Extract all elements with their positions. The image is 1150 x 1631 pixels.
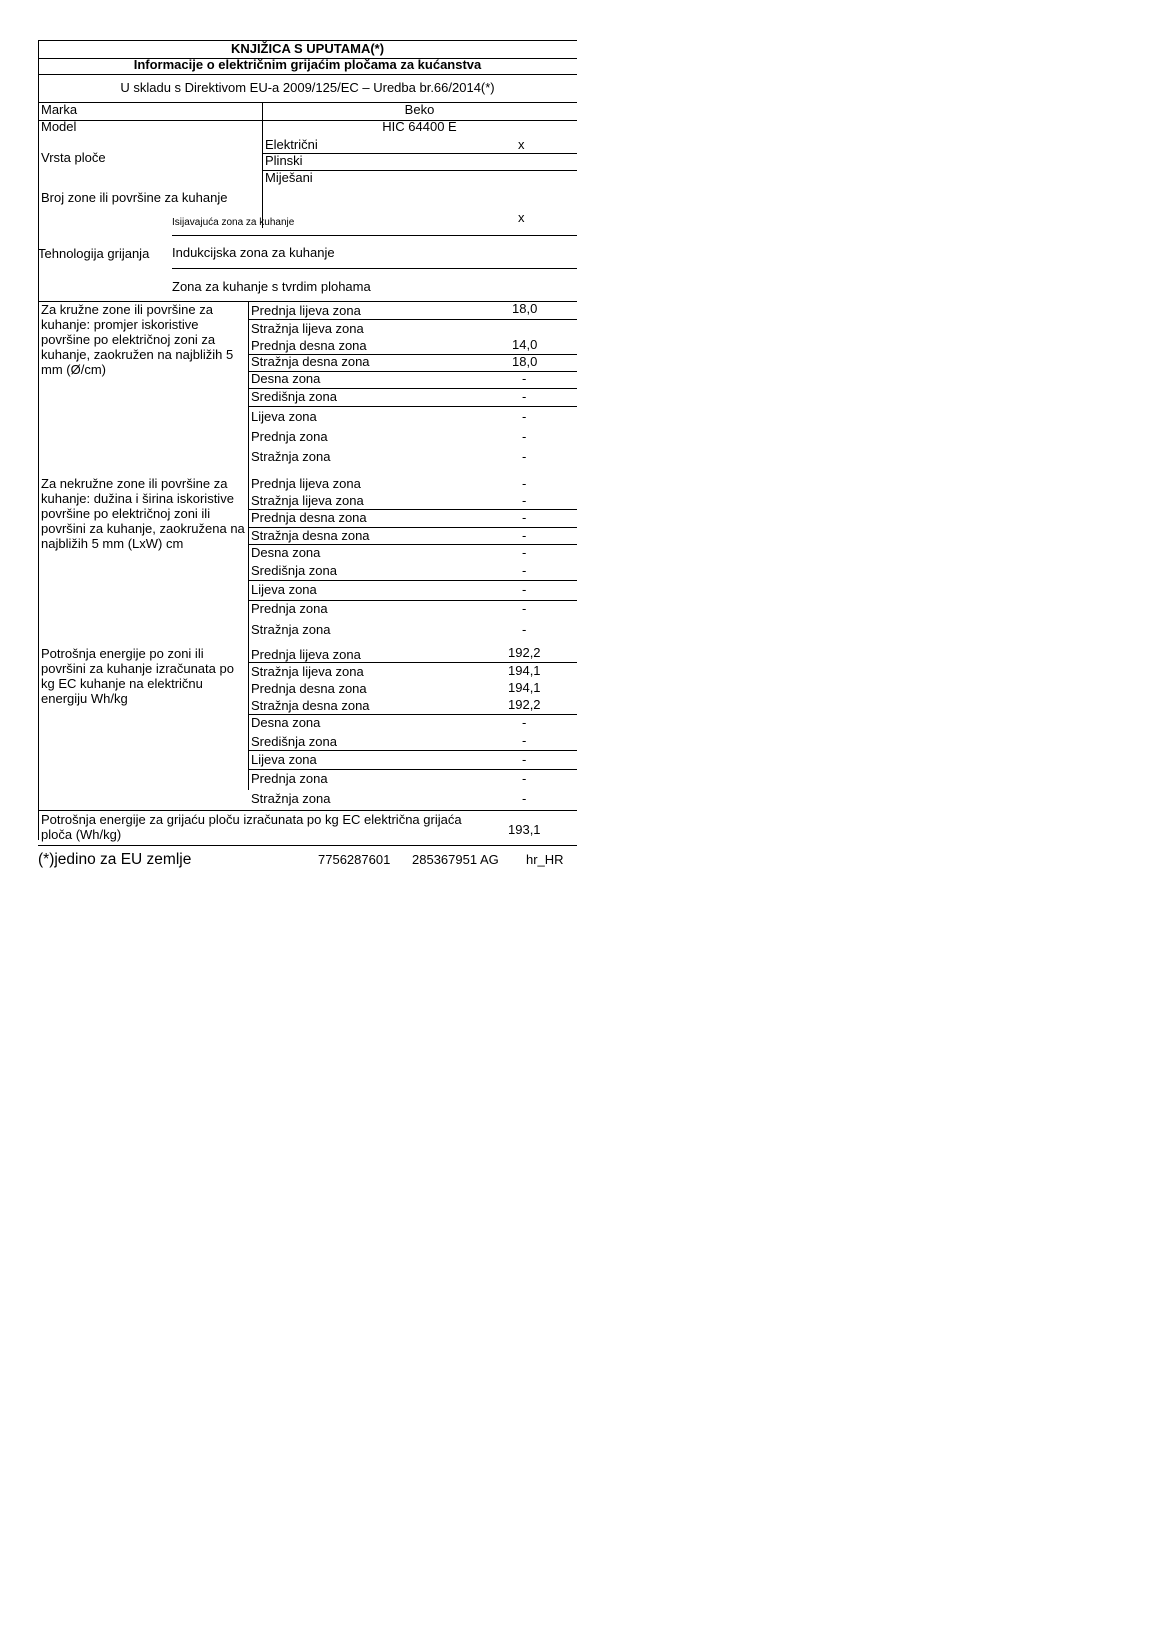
hob-type-electric: Električni [265,137,318,152]
total-energy-value: 193,1 [508,822,541,837]
zone-value: - [522,510,527,525]
zone-label: Prednja lijeva zona [251,303,361,318]
footer-note: (*)jedino za EU zemlje [38,851,192,868]
zone-label: Stražnja zona [251,622,331,637]
zone-value: - [522,476,527,491]
zone-label: Prednja zona [251,601,328,616]
total-energy-label: Potrošnja energije za grijaću ploču izračunata po kg EC električna grijaća ploča (Wh/kg) [41,812,462,842]
zone-value: - [522,528,527,543]
zone-value: - [522,771,527,786]
brand-value: Beko [404,102,435,117]
zone-label: Stražnja desna zona [251,354,370,369]
zone-value: 192,2 [508,645,541,660]
zone-label: Prednja zona [251,771,328,786]
zone-label: Središnja zona [251,389,337,404]
zone-label: Stražnja zona [251,791,331,806]
zone-label: Desna zona [251,371,321,386]
zone-value: - [522,715,527,730]
zone-label: Prednja lijeva zona [251,647,361,662]
heating-radiant-mark: x [518,210,525,225]
zone-label: Desna zona [251,545,321,560]
footer-code-2: 285367951 AG [412,852,499,867]
zone-value: - [522,449,527,464]
zone-value: - [522,563,527,578]
zone-value: 194,1 [508,680,541,695]
hob-type-mixed: Miješani [265,170,313,185]
zone-label: Prednja desna zona [251,338,367,353]
zone-label: Lijeva zona [251,409,317,424]
zone-label: Prednja zona [251,429,328,444]
zone-label: Lijeva zona [251,752,317,767]
zone-label: Lijeva zona [251,582,317,597]
zone-value: - [522,622,527,637]
zone-value: - [522,582,527,597]
zone-label: Stražnja desna zona [251,698,370,713]
heating-tech-label: Tehnologija grijanja [38,246,150,261]
doc-title: KNJIŽICA S UPUTAMA(*) [230,41,385,56]
zone-label: Stražnja desna zona [251,528,370,543]
zone-label: Prednja desna zona [251,510,367,525]
doc-subtitle: Informacije o električnim grijaćim pločama za kućanstva [133,57,482,72]
zone-value: - [522,409,527,424]
hob-type-gas: Plinski [265,153,303,168]
zone-label: Desna zona [251,715,321,730]
heating-solid-plate: Zona za kuhanje s tvrdim plohama [172,279,371,294]
zone-value: - [522,601,527,616]
model-value: HIC 64400 E [382,119,457,134]
model-label: Model [41,119,77,134]
zone-label: Prednja desna zona [251,681,367,696]
zone-value: 194,1 [508,663,541,678]
zone-label: Stražnja lijeva zona [251,493,364,508]
zone-label: Središnja zona [251,734,337,749]
directive-text: U skladu s Direktivom EU-a 2009/125/EC – Uredba br.66/2014(*) [120,80,495,95]
footer-locale: hr_HR [526,852,564,867]
zone-value: - [522,733,527,748]
zone-value: 18,0 [512,301,538,316]
zone-label: Prednja lijeva zona [251,476,361,491]
heating-induction: Indukcijska zona za kuhanje [172,245,335,260]
circular-zones-label: Za kružne zone ili površine za kuhanje: promjer iskoristive površine po električnoj zoni za kuhanje, zaokružen na najbližih 5 mm (Ø/cm) [41,302,234,377]
hob-type-label: Vrsta ploče [41,150,106,165]
zone-value: - [522,791,527,806]
zone-value: - [522,371,527,386]
footer-code-1: 7756287601 [318,852,391,867]
zone-value: - [522,752,527,767]
noncircular-zones-label: Za nekružne zone ili površine za kuhanje: dužina i širina iskoristive površine po električnoj zoni ili površini za kuhanje, zaokružena na najbližih 5 mm (LxW) cm [41,476,245,551]
zone-value: - [522,429,527,444]
energy-per-zone-label: Potrošnja energije po zoni ili površini za kuhanje izračunata po kg EC kuhanje na električnu energiju Wh/kg [41,646,234,706]
zone-value: 192,2 [508,697,541,712]
zone-value: 18,0 [512,354,538,369]
heating-radiant: Isijavajuća zona za kuhanje [172,217,295,228]
zone-label: Stražnja lijeva zona [251,321,364,336]
zone-value: 14,0 [512,337,538,352]
zone-value: - [522,493,527,508]
zone-label: Stražnja zona [251,449,331,464]
zone-label: Stražnja lijeva zona [251,664,364,679]
zone-label: Središnja zona [251,563,337,578]
zone-value: - [522,389,527,404]
zones-count-label: Broj zone ili površine za kuhanje [41,190,228,205]
hob-type-electric-mark: x [518,137,525,152]
brand-label: Marka [41,102,78,117]
zone-value: - [522,545,527,560]
